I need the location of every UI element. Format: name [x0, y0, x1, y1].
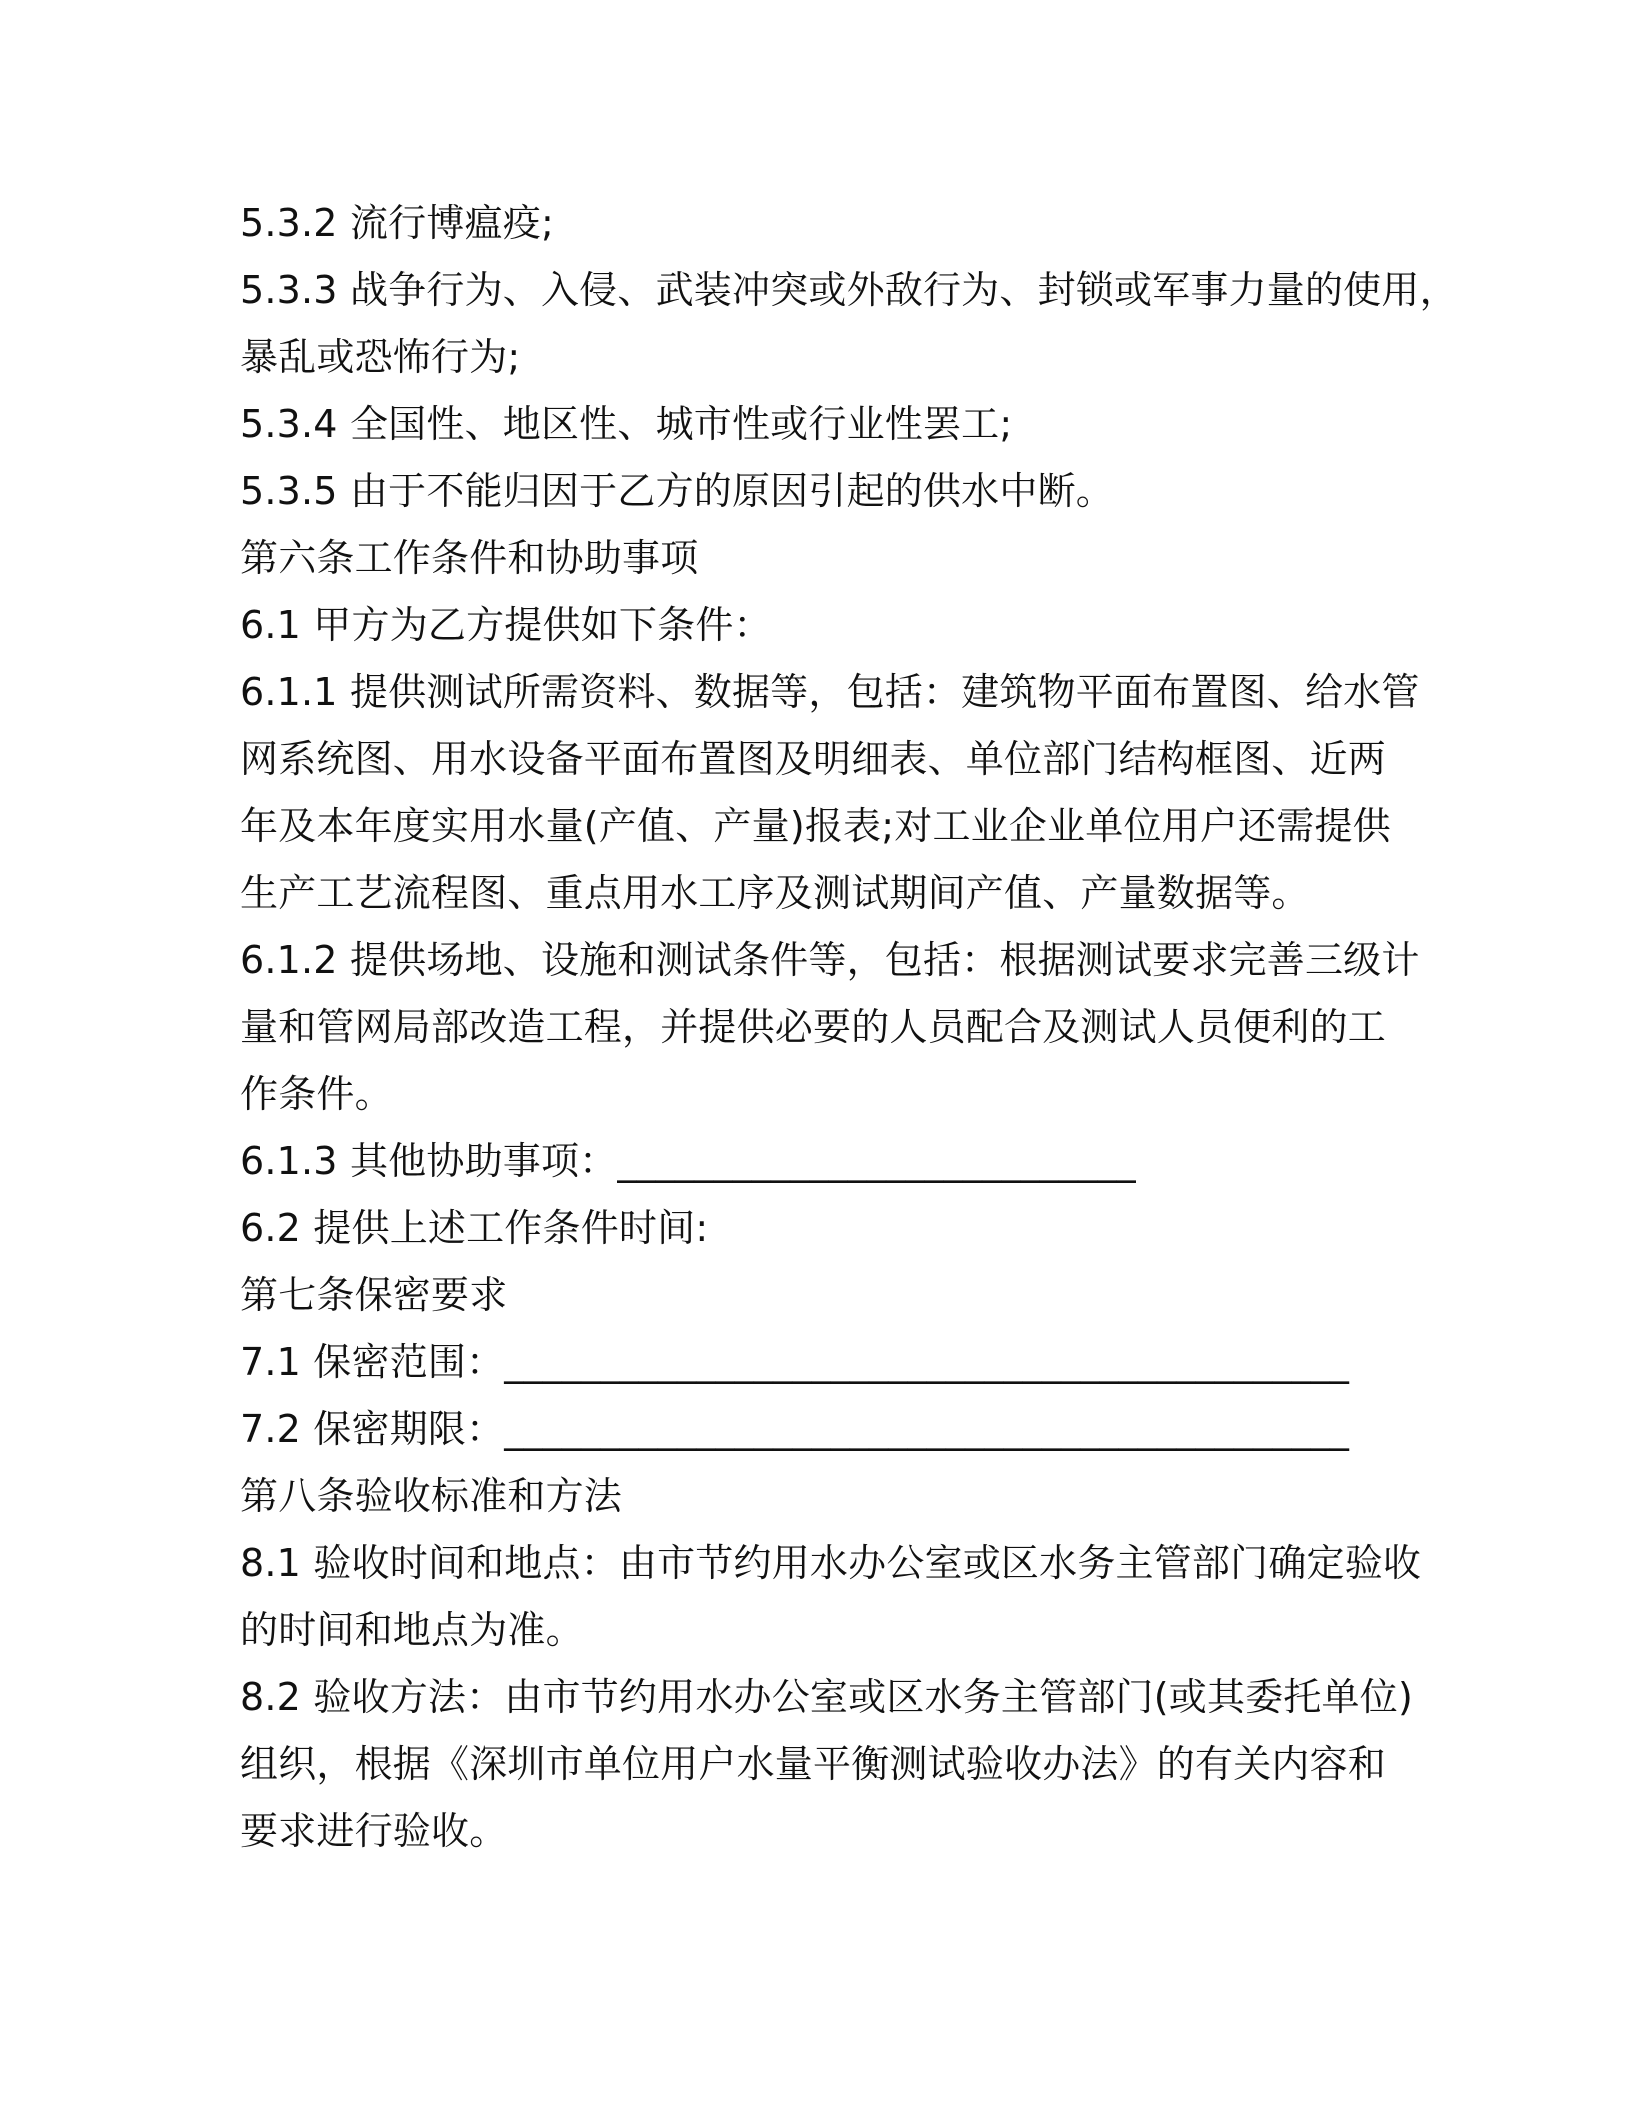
- clause-8-2-cont-2: 要求进行验收。: [240, 1809, 508, 1853]
- article-7-heading: 第七条保密要求: [240, 1273, 508, 1317]
- clause-7-1: 7.1 保密范围：____________________________________________: [240, 1340, 1350, 1384]
- clause-5-3-2: 5.3.2 流行博瘟疫;: [240, 201, 554, 245]
- clause-6-1-1: 6.1.1 提供测试所需资料、数据等，包括：建筑物平面布置图、给水管: [240, 670, 1420, 714]
- clause-5-3-5: 5.3.5 由于不能归因于乙方的原因引起的供水中断。: [240, 469, 1114, 513]
- clause-6-1-3: 6.1.3 其他协助事项：___________________________: [240, 1139, 1136, 1183]
- clause-6-1-2-cont-2: 作条件。: [240, 1072, 393, 1116]
- clause-6-1-2: 6.1.2 提供场地、设施和测试条件等，包括：根据测试要求完善三级计: [240, 938, 1420, 982]
- clause-6-2: 6.2 提供上述工作条件时间:: [240, 1206, 709, 1250]
- clause-6-1-1-cont-3: 生产工艺流程图、重点用水工序及测试期间产值、产量数据等。: [240, 871, 1310, 915]
- clause-5-3-4: 5.3.4 全国性、地区性、城市性或行业性罢工;: [240, 402, 1013, 446]
- clause-7-2: 7.2 保密期限：____________________________________________: [240, 1407, 1350, 1451]
- clause-8-2-cont-1: 组织，根据《深圳市单位用户水量平衡测试验收办法》的有关内容和: [240, 1742, 1387, 1786]
- clause-5-3-3: 5.3.3 战争行为、入侵、武装冲突或外敌行为、封锁或军事力量的使用，: [240, 268, 1458, 312]
- clause-6-1-1-cont-2: 年及本年度实用水量(产值、产量)报表;对工业企业单位用户还需提供: [240, 804, 1391, 848]
- clause-8-2: 8.2 验收方法：由市节约用水办公室或区水务主管部门(或其委托单位): [240, 1675, 1413, 1719]
- clause-6-1-1-cont-1: 网系统图、用水设备平面布置图及明细表、单位部门结构框图、近两: [240, 737, 1387, 781]
- article-6-heading: 第六条工作条件和协助事项: [240, 536, 699, 580]
- clause-6-1: 6.1 甲方为乙方提供如下条件：: [240, 603, 772, 647]
- document-body: [240, 190, 1458, 1865]
- article-8-heading: 第八条验收标准和方法: [240, 1474, 623, 1518]
- clause-6-1-2-cont-1: 量和管网局部改造工程，并提供必要的人员配合及测试人员便利的工: [240, 1005, 1387, 1049]
- clause-8-1-cont: 的时间和地点为准。: [240, 1608, 584, 1652]
- clause-5-3-3-cont: 暴乱或恐怖行为;: [240, 335, 521, 379]
- clause-8-1: 8.1 验收时间和地点：由市节约用水办公室或区水务主管部门确定验收: [240, 1541, 1422, 1585]
